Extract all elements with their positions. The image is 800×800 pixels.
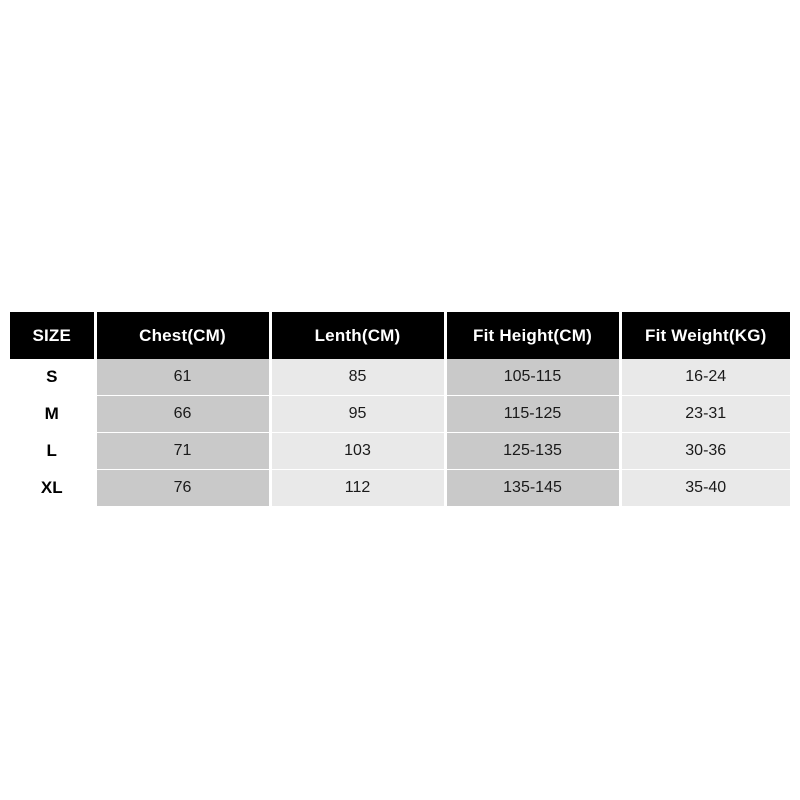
column-header-chest: Chest(CM): [95, 312, 270, 359]
cell-size: S: [10, 359, 95, 396]
cell-fit-weight: 23-31: [620, 396, 790, 433]
cell-fit-weight: 30-36: [620, 433, 790, 470]
column-header-length: Lenth(CM): [270, 312, 445, 359]
cell-chest: 61: [95, 359, 270, 396]
cell-chest: 76: [95, 470, 270, 507]
cell-fit-weight: 16-24: [620, 359, 790, 396]
size-chart-table: [10, 312, 790, 507]
cell-fit-height: 125-135: [445, 433, 620, 470]
cell-size: XL: [10, 470, 95, 507]
cell-chest: 66: [95, 396, 270, 433]
table-row: [10, 396, 790, 433]
cell-size: M: [10, 396, 95, 433]
cell-length: 103: [270, 433, 445, 470]
cell-length: 95: [270, 396, 445, 433]
table-header-row: [10, 312, 790, 359]
table-body: [10, 359, 790, 507]
column-header-size: SIZE: [10, 312, 95, 359]
table-row: [10, 433, 790, 470]
cell-chest: 71: [95, 433, 270, 470]
table-header: [10, 312, 790, 359]
cell-fit-height: 115-125: [445, 396, 620, 433]
cell-fit-height: 135-145: [445, 470, 620, 507]
size-chart-table-wrapper: [10, 312, 790, 507]
table-row: [10, 470, 790, 507]
cell-length: 112: [270, 470, 445, 507]
cell-size: L: [10, 433, 95, 470]
cell-fit-height: 105-115: [445, 359, 620, 396]
cell-length: 85: [270, 359, 445, 396]
column-header-fit-weight: Fit Weight(KG): [620, 312, 790, 359]
table-row: [10, 359, 790, 396]
column-header-fit-height: Fit Height(CM): [445, 312, 620, 359]
cell-fit-weight: 35-40: [620, 470, 790, 507]
